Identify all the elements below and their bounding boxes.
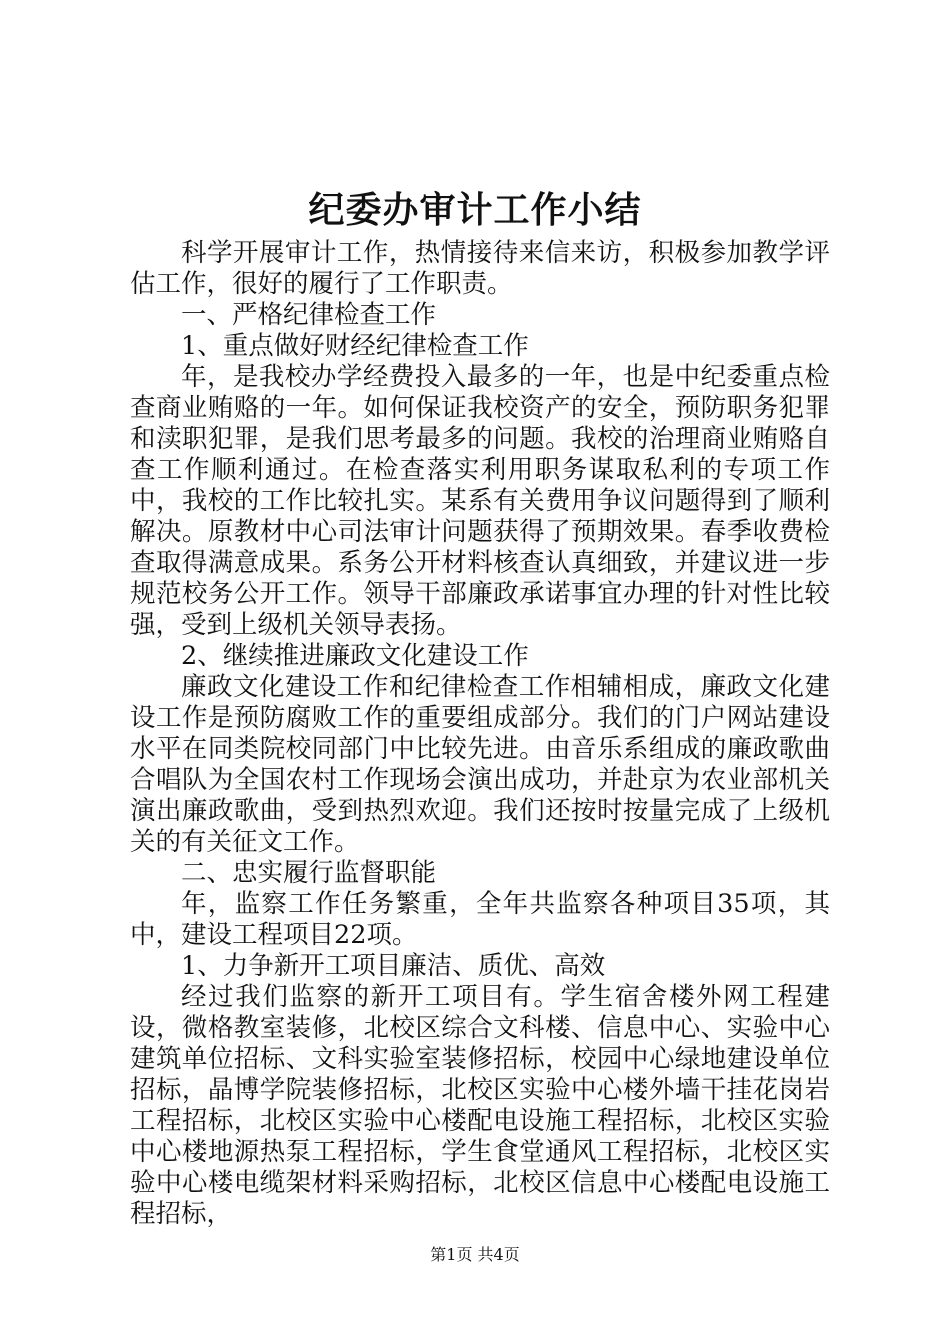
heading-subsection-2-1: 1、力争新开工项目廉洁、质优、高效 xyxy=(181,951,606,981)
page-footer: 第1页 共4页 xyxy=(430,1245,520,1264)
paragraph-finance-discipline: 年，是我校办学经费投入最多的一年，也是中纪委重点检查商业贿赂的一年。如何保证我校资产的安全，预防职务犯罪和渎职犯罪，是我们思考最多的问题。我校的治理商业贿赂自查工作顺利通过。在检查落实利用职务谋取私利的专项工作中，我校的工作比较扎实。某系有关费用争议问题得到了顺利解决。原教材中心司法审计问题获得了预期效果。春季收费检查取得满意成果。系务公开材料核查认真细致，并建议进一步规范校务公开工作。领导干部廉政承诺事宜办理的针对性比较强，受到上级机关领导表扬。 xyxy=(130,362,830,640)
paragraph-supervision-summary: 年，监察工作任务繁重，全年共监察各种项目35项，其中，建设工程项目22项。 xyxy=(130,889,830,950)
paragraph-new-projects: 经过我们监察的新开工项目有。学生宿舍楼外网工程建设，微格教室装修，北校区综合文科楼、信息中心、实验中心建筑单位招标、文科实验室装修招标，校园中心绿地建设单位招标，晶博学院装修招标，北校区实验中心楼外墙干挂花岗岩工程招标，北校区实验中心楼配电设施工程招标，北校区实验中心楼地源热泵工程招标，学生食堂通风工程招标，北校区实验中心楼电缆架材料采购招标，北校区信息中心楼配电设施工程招标， xyxy=(130,982,830,1229)
heading-section-1: 一、严格纪律检查工作 xyxy=(181,300,437,330)
paragraph-intro: 科学开展审计工作，热情接待来信来访，积极参加教学评估工作，很好的履行了工作职责。 xyxy=(130,238,830,299)
heading-subsection-1-1: 1、重点做好财经纪律检查工作 xyxy=(181,331,529,361)
document-title: 纪委办审计工作小结 xyxy=(308,189,642,231)
heading-subsection-1-2: 2、继续推进廉政文化建设工作 xyxy=(181,641,529,671)
heading-section-2: 二、忠实履行监督职能 xyxy=(181,858,437,888)
document-body xyxy=(130,238,830,1230)
paragraph-integrity-culture: 廉政文化建设工作和纪律检查工作相辅相成，廉政文化建设工作是预防腐败工作的重要组成部分。我们的门户网站建设水平在同类院校同部门中比较先进。由音乐系组成的廉政歌曲合唱队为全国农村工作现场会演出成功，并赴京为农业部机关演出廉政歌曲，受到热烈欢迎。我们还按时按量完成了上级机关的有关征文工作。 xyxy=(130,672,830,857)
